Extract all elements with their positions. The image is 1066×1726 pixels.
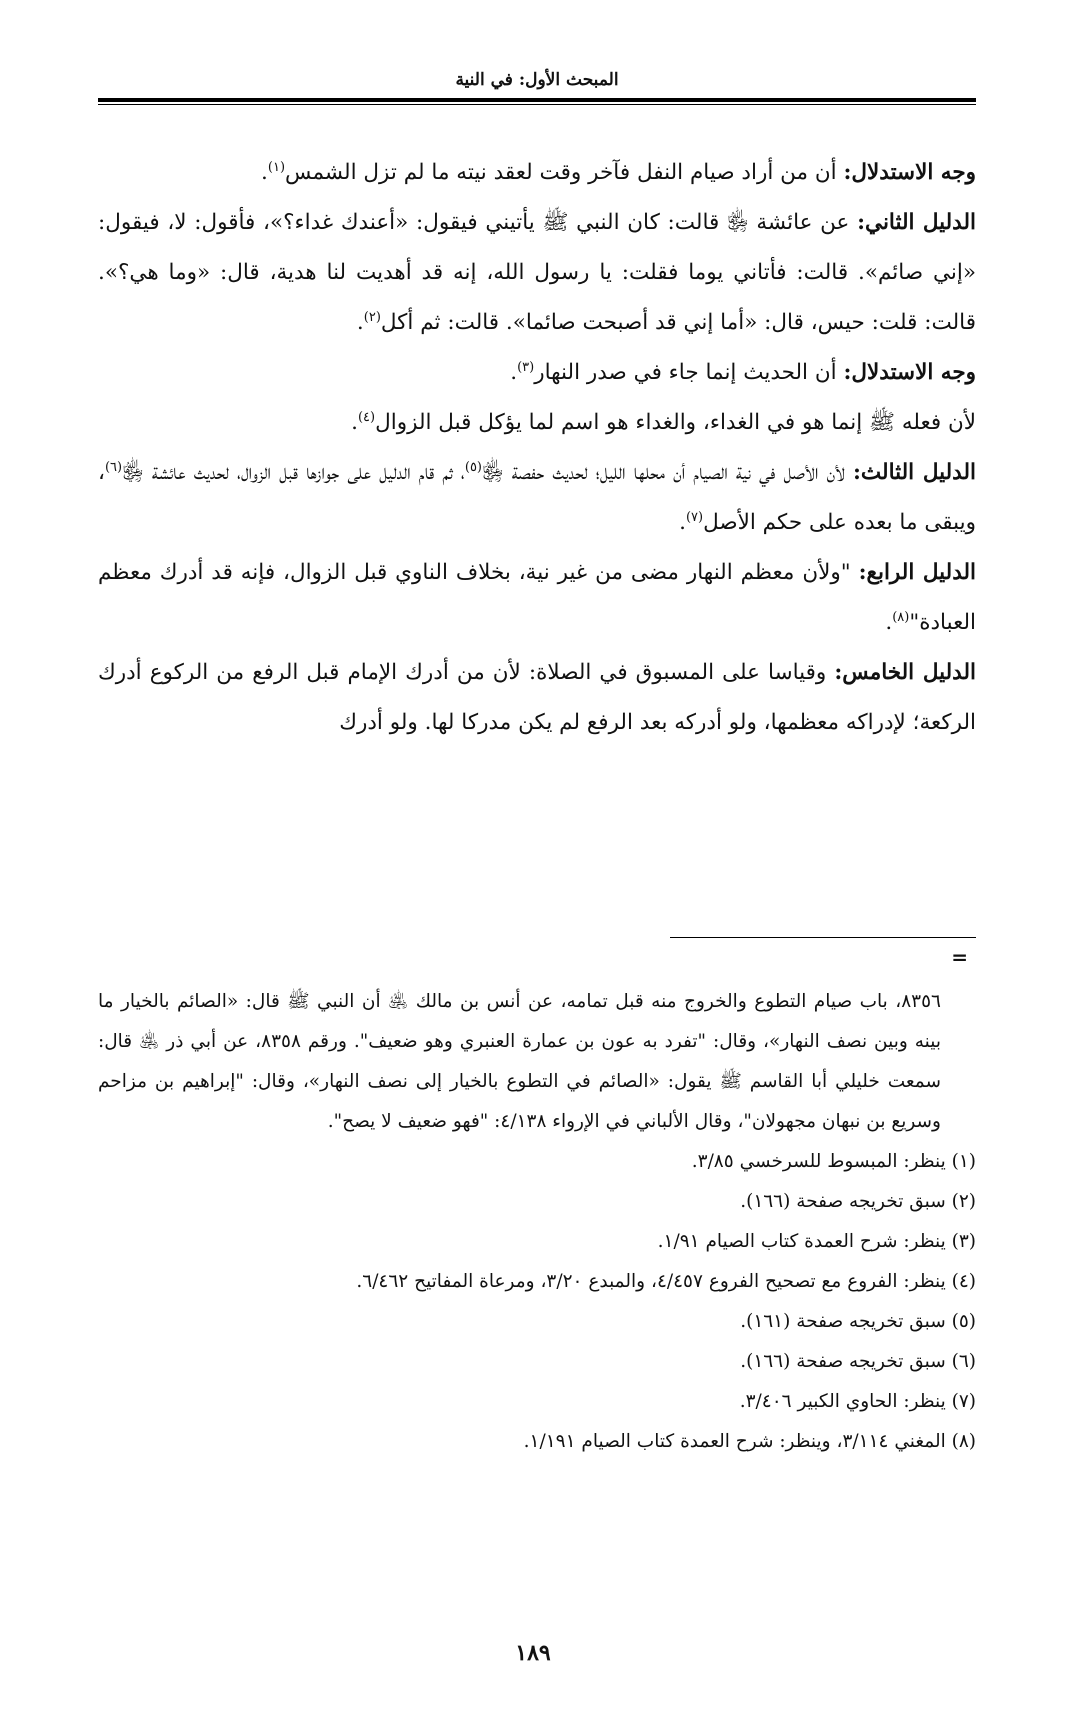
paragraph-label: الدليل الثاني:: [857, 210, 976, 235]
footnote-continued-text: ٨٣٥٦، باب صيام التطوع والخروج منه قبل تمامه، عن أنس بن مالك ﵁ أن النبي ﷺ قال: «الصائم بالخيار ما بينه وبين نصف النهار»، وقال: "تفرد به عون بن عمارة العنبري وهو ضعيف". ورقم ٨٣٥٨، عن أبي ذر ﵁ قال: سمعت خليلي أبا القاسم ﷺ يقول: «الصائم في التطوع بالخيار إلى نصف النهار»، وقال: "إبراهيم بن مزاحم وسريع بن نبهان مجهولان"، وقال الألباني في الإرواء ٤/١٣٨: "فهو ضعيف لا يصح".: [98, 991, 941, 1132]
footnote-ref[interactable]: (٢): [363, 309, 381, 325]
paragraph-label: الدليل الرابع:: [858, 560, 977, 585]
footnote-ref[interactable]: (٦): [104, 459, 123, 475]
footnote-ref[interactable]: (٨): [892, 609, 910, 625]
paragraph-text: ، ثم قام الدليل على جوازها قبل الزوال، لحديث عائشة ﵂: [122, 460, 465, 485]
footnote-item: (٦) سبق تخريجه صفحة (١٦٦).: [740, 1351, 976, 1372]
paragraph-fourth-proof: [98, 548, 976, 648]
paragraph-evidence-2: [98, 348, 976, 398]
footnotes-section: [98, 982, 976, 1462]
paragraph-text: أن الحديث إنما جاء في صدر النهار: [534, 360, 844, 385]
header-rule-thin: [98, 104, 976, 105]
punctuation: .: [679, 510, 686, 535]
paragraph-label: الدليل الثالث:: [852, 460, 976, 485]
header-rule: [98, 98, 976, 102]
footnote-item: (٣) ينظر: شرح العمدة كتاب الصيام ١/٩١.: [657, 1231, 976, 1252]
punctuation: .: [885, 610, 893, 635]
paragraph-label: وجه الاستدلال:: [843, 360, 976, 385]
paragraph-fifth-proof: [98, 648, 976, 748]
page-number: ١٨٩: [515, 1640, 551, 1666]
punctuation: .: [261, 160, 268, 185]
paragraph-third-proof: [98, 448, 976, 548]
footnote-ref[interactable]: (٥): [464, 459, 482, 475]
paragraph-second-proof: [98, 198, 976, 348]
running-header: المبحث الأول: في النية: [455, 70, 619, 90]
footnote-separator: [670, 937, 976, 938]
punctuation: .: [351, 410, 358, 435]
main-text: [98, 148, 976, 748]
paragraph-text: ، ويبقى ما بعده على حكم الأصل: [98, 460, 976, 535]
footnote-ref[interactable]: (٤): [357, 409, 376, 425]
paragraph-text: "ولأن معظم النهار مضى من غير نية، بخلاف الناوي قبل الزوال، فإنه قد أدرك معظم العبادة": [98, 560, 976, 635]
paragraph-text: عن عائشة ﵂ قالت: كان النبي ﷺ يأتيني فيقول: «أعندك غداء؟»، فأقول: لا، فيقول: «إني صائم». قالت: فأتاني يوما فقلت: يا رسول الله، إنه قد أهديت لنا هدية، قال: «وما هي؟». قالت: قلت: حيس، قال: «أما إني قد أصبحت صائما». قالت: ثم أكل: [98, 210, 976, 335]
footnote-list: [98, 1142, 976, 1462]
paragraph-text: لأن الأصل في نية الصيام أن محلها الليل؛ لحديث حفصة ﵂: [482, 460, 853, 485]
footnote-item: (٢) سبق تخريجه صفحة (١٦٦).: [740, 1191, 976, 1212]
footnote-item: (١) ينظر: المبسوط للسرخسي ٣/٨٥.: [691, 1151, 976, 1172]
punctuation: .: [510, 360, 518, 385]
paragraph-text: لأن فعله ﷺ إنما هو في الغداء، والغداء هو اسم لما يؤكل قبل الزوال: [375, 410, 976, 435]
punctuation: .: [356, 310, 364, 335]
paragraph-label: الدليل الخامس:: [834, 660, 976, 685]
footnote-item: (٨) المغني ٣/١١٤، وينظر: شرح العمدة كتاب الصيام ١/١٩١.: [523, 1431, 976, 1452]
footnote-ref[interactable]: (٧): [685, 509, 704, 525]
footnote-item: (٧) ينظر: الحاوي الكبير ٣/٤٠٦.: [739, 1391, 976, 1412]
paragraph-text: وقياسا على المسبوق في الصلاة: لأن من أدرك الإمام قبل الرفع من الركوع أدرك الركعة؛ لإدراكه معظمها، ولو أدركه بعد الرفع لم يكن مدركا لها. ولو أدرك: [98, 660, 976, 735]
footnote-ref[interactable]: (٣): [517, 359, 535, 375]
paragraph-evidence-1: [98, 148, 976, 198]
footnote-ref[interactable]: (١): [267, 159, 286, 175]
paragraph-text: أن من أراد صيام النفل فآخر وقت لعقد نيته ما لم تزل الشمس: [285, 160, 844, 185]
footnote-item: (٤) ينظر: الفروع مع تصحيح الفروع ٤/٤٥٧، والمبدع ٣/٢٠، ومرعاة المفاتيح ٦/٤٦٢.: [356, 1271, 976, 1292]
paragraph-label: وجه الاستدلال:: [843, 160, 976, 185]
footnote-continuation-mark: =: [951, 945, 968, 969]
paragraph-reason: [98, 398, 976, 448]
footnote-item: (٥) سبق تخريجه صفحة (١٦١).: [740, 1311, 976, 1332]
